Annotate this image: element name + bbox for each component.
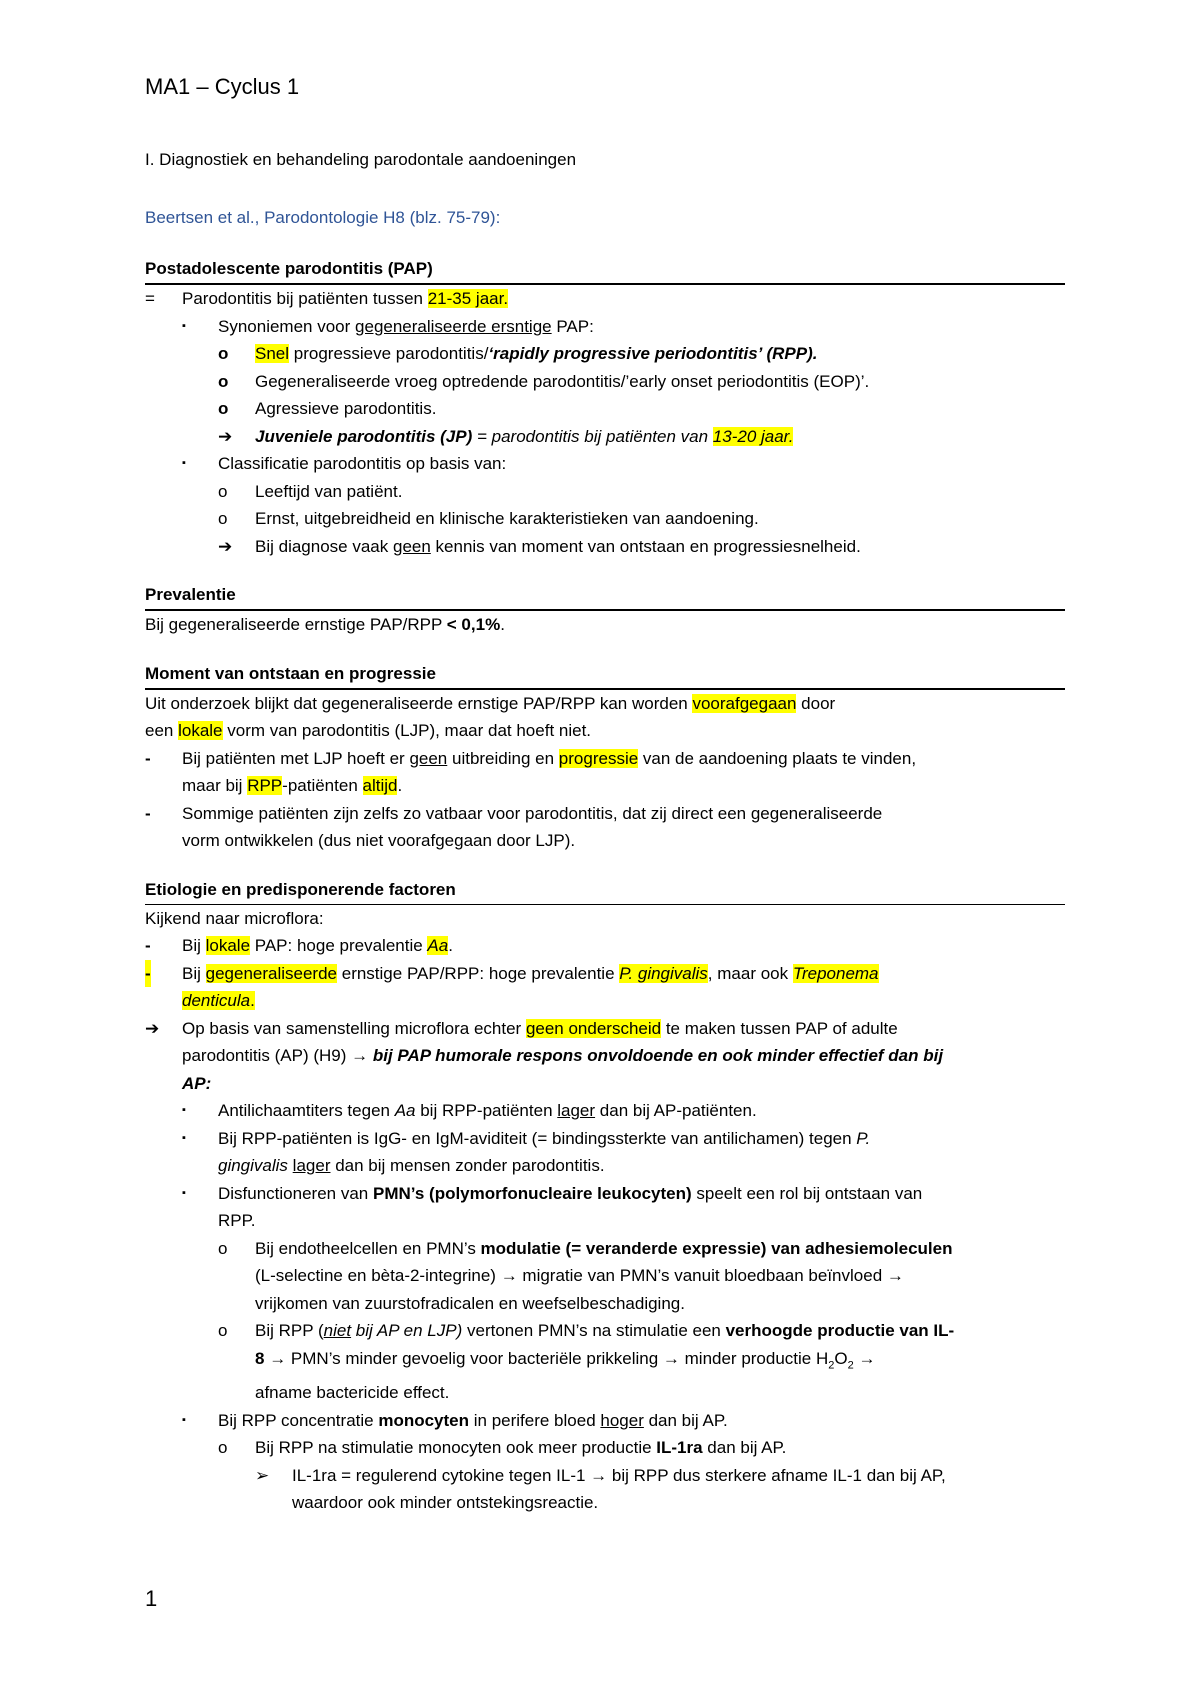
- list-item: o Bij RPP (niet bij AP en LJP) vertonen PMN’s na stimulatie een verhoogde productie van IL-: [218, 1321, 955, 1340]
- list-item: ▪ Antilichaamtiters tegen Aa bij RPP-patiënten lager dan bij AP-patiënten.: [182, 1101, 757, 1120]
- list-item: o Ernst, uitgebreidheid en klinische karakteristieken van aandoening.: [218, 509, 759, 528]
- list-item: ▪ Bij RPP concentratie monocyten in perifere bloed hoger dan bij AP.: [182, 1410, 728, 1430]
- section-etiologie: [145, 877, 1065, 1517]
- list-item: gingivalis lager dan bij mensen zonder parodontitis.: [218, 1156, 605, 1175]
- section-pap: [145, 256, 1065, 560]
- list-item: o Bij RPP na stimulatie monocyten ook meer productie IL-1ra dan bij AP.: [218, 1438, 787, 1458]
- document-body: [145, 256, 1065, 1517]
- list-item: maar bij RPP-patiënten altijd.: [182, 776, 403, 795]
- list-item: - Sommige patiënten zijn zelfs zo vatbaar voor parodontitis, dat zij direct een gegeneraliseerde: [145, 803, 883, 823]
- paragraph-line: een lokale vorm van parodontitis (LJP), maar dat hoeft niet.: [145, 721, 592, 740]
- list-item: o Gegeneraliseerde vroeg optredende parodontitis/’early onset periodontitis (EOP)’.: [218, 371, 870, 391]
- list-item: RPP.: [218, 1211, 256, 1230]
- section-title: Prevalentie: [145, 582, 1065, 611]
- paragraph-line: Bij gegeneraliseerde ernstige PAP/RPP < 0,1%.: [145, 615, 505, 634]
- list-item: AP:: [182, 1073, 212, 1093]
- list-item: ➔ Juveniele parodontitis (JP) = parodontitis bij patiënten van 13-20 jaar.: [218, 426, 794, 446]
- section-title: Etiologie en predisponerende factoren: [145, 877, 1065, 905]
- list-item: (L-selectine en bèta-2-integrine) → migratie van PMN’s vanuit bloedbaan beïnvloed →: [255, 1266, 904, 1285]
- list-item: 8 → PMN’s minder gevoelig voor bacteriële prikkeling → minder productie $H_2O_2$ →: [255, 1348, 876, 1371]
- list-item: ▪ Bij RPP-patiënten is IgG- en IgM-aviditeit (= bindingssterkte van antilichamen) tegen P.: [182, 1128, 871, 1148]
- list-item: o Agressieve parodontitis.: [218, 399, 437, 418]
- reference-heading: Beertsen et al., Parodontologie H8 (blz. 75-79):: [145, 208, 501, 227]
- list-item: vorm ontwikkelen (dus niet voorafgegaan door LJP).: [182, 831, 576, 850]
- section-title: Postadolescente parodontitis (PAP): [145, 256, 1065, 285]
- section-prevalentie: [145, 582, 1065, 639]
- list-item: o Leeftijd van patiënt.: [218, 481, 403, 501]
- paragraph-line: Uit onderzoek blijkt dat gegeneraliseerde ernstige PAP/RPP kan worden voorafgegaan door: [145, 693, 836, 713]
- section-title: Moment van ontstaan en progressie: [145, 661, 1065, 690]
- page-header: MA1 – Cyclus 1: [145, 74, 300, 99]
- list-item: ▪ Synoniemen voor gegeneraliseerde ersntige PAP:: [182, 316, 594, 336]
- list-item: afname bactericide effect.: [255, 1383, 450, 1403]
- list-item: - Bij patiënten met LJP hoeft er geen uitbreiding en progressie van de aandoening plaats te vinden,: [145, 748, 917, 768]
- list-item: vrijkomen van zuurstofradicalen en weefselbeschadiging.: [255, 1293, 685, 1313]
- page-number: 1: [145, 1586, 158, 1611]
- list-item: ➔ Op basis van samenstelling microflora echter geen onderscheid te maken tussen PAP of adulte: [145, 1018, 898, 1038]
- list-item: ➢ IL-1ra = regulerend cytokine tegen IL-1 → bij RPP dus sterkere afname IL-1 dan bij AP,: [255, 1465, 946, 1485]
- section-moment-progressie: [145, 661, 1065, 855]
- list-item: denticula.: [182, 991, 255, 1010]
- list-item: ➔ Bij diagnose vaak geen kennis van moment van ontstaan en progressiesnelheid.: [218, 536, 861, 556]
- list-item: o Snel progressieve parodontitis/‘rapidly progressive periodontitis’ (RPP).: [218, 344, 818, 363]
- list-item: ▪ Classificatie parodontitis op basis van:: [182, 454, 507, 473]
- list-item: - Bij lokale PAP: hoge prevalentie Aa.: [145, 936, 453, 955]
- document-subtitle: I. Diagnostiek en behandeling parodontale aandoeningen: [145, 150, 577, 169]
- list-item: parodontitis (AP) (H9) → bij PAP humorale respons onvoldoende en ook minder effectief dan bij: [182, 1046, 944, 1065]
- list-item: o Bij endotheelcellen en PMN’s modulatie (= veranderde expressie) van adhesiemoleculen: [218, 1238, 953, 1258]
- paragraph-line: Kijkend naar microflora:: [145, 908, 324, 928]
- list-item: - Bij gegeneraliseerde ernstige PAP/RPP: hoge prevalentie P. gingivalis, maar ook Treponema: [145, 960, 1065, 988]
- list-item: = Parodontitis bij patiënten tussen 21-35 jaar.: [145, 289, 509, 308]
- list-item: waardoor ook minder ontstekingsreactie.: [292, 1493, 599, 1513]
- list-item: ▪ Disfunctioneren van PMN’s (polymorfonucleaire leukocyten) speelt een rol bij ontstaan van: [182, 1183, 923, 1203]
